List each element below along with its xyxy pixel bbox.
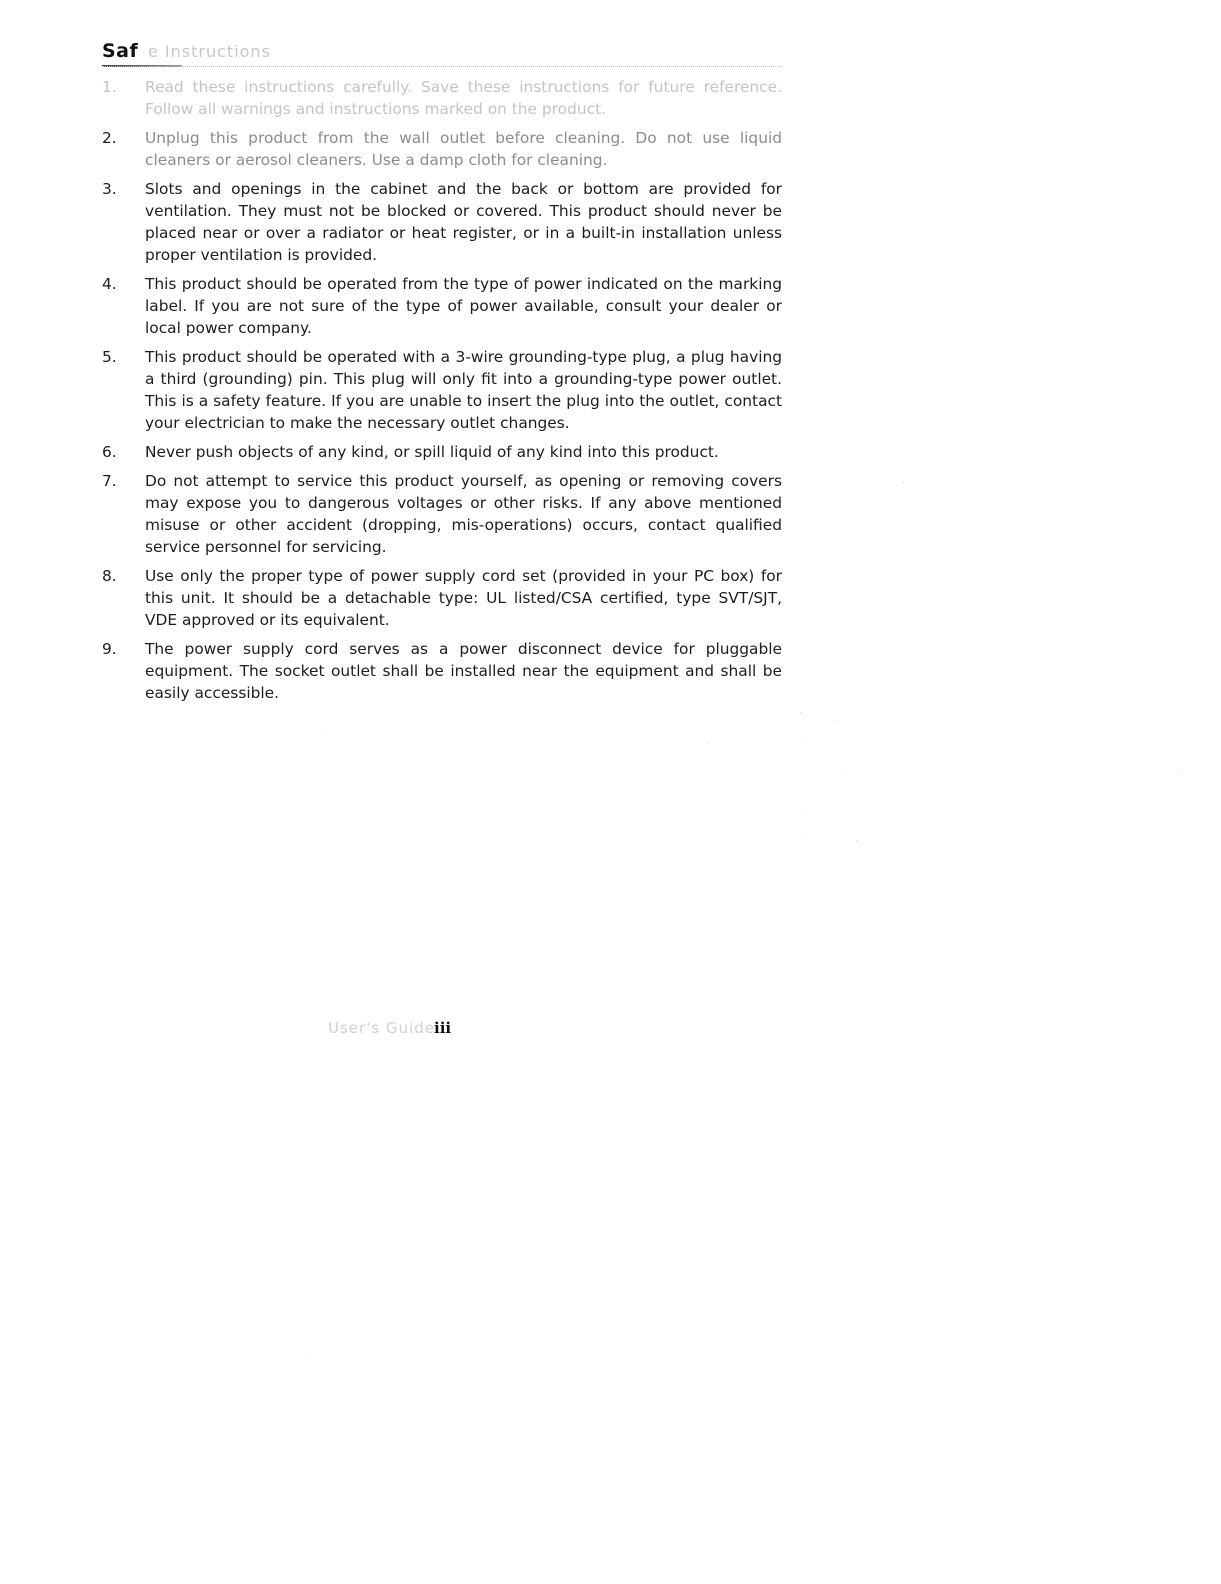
list-item	[102, 178, 782, 266]
scan-speck	[836, 720, 837, 721]
item-text: Read these instructions carefully. Save these instructions for future reference. Follow all warnings and instructions marked on the product.	[145, 78, 782, 118]
item-number: 9.	[102, 640, 117, 658]
item-number: 2.	[102, 129, 117, 147]
list-item	[102, 470, 782, 558]
list-item	[102, 565, 782, 631]
section-title: Saf	[102, 40, 139, 62]
list-item	[102, 273, 782, 339]
scan-speck	[306, 1354, 307, 1355]
item-text: Slots and openings in the cabinet and the back or bottom are provided for ventilation. They must not be blocked or covered. This product should never be placed near or over a radiator or heat register, or in a built-in installation unless proper ventilation is provided.	[145, 180, 782, 264]
section-title-faded: e Instructions	[148, 42, 271, 61]
item-text: Never push objects of any kind, or spill liquid of any kind into this product.	[145, 443, 719, 461]
page-footer	[328, 1019, 568, 1043]
item-text: This product should be operated from the type of power indicated on the marking label. If you are not sure of the type of power available, consult your dealer or local power company.	[145, 275, 782, 337]
safety-instructions-list	[102, 76, 782, 711]
scan-speck	[708, 742, 709, 743]
list-item	[102, 127, 782, 171]
page-number: iii	[434, 1019, 452, 1037]
item-number: 5.	[102, 348, 117, 366]
item-text: Do not attempt to service this product yourself, as opening or removing covers may expose you to dangerous voltages or other risks. If any above mentioned misuse or other accident (dropping, mis-operations) occurs, contact qualified service personnel for servicing.	[145, 472, 782, 556]
scan-speck	[800, 712, 801, 713]
scan-speck	[1178, 772, 1179, 773]
list-item	[102, 441, 782, 463]
item-number: 7.	[102, 472, 117, 490]
item-number: 8.	[102, 567, 117, 585]
item-text: Use only the proper type of power supply cord set (provided in your PC box) for this unit. It should be a detachable type: UL listed/CSA certified, type SVT/SJT, VDE approved or its equivalent.	[145, 567, 782, 629]
item-text: Unplug this product from the wall outlet before cleaning. Do not use liquid cleaners or aerosol cleaners. Use a damp cloth for cleaning.	[145, 129, 782, 169]
scan-speck	[842, 770, 843, 771]
item-number: 6.	[102, 443, 117, 461]
header-rule	[102, 66, 782, 67]
section-header	[102, 40, 782, 70]
scan-speck	[804, 812, 805, 813]
scan-speck	[903, 482, 904, 483]
item-text: This product should be operated with a 3-wire grounding-type plug, a plug having a third (grounding) pin. This plug will only fit into a grounding-type power outlet. This is a safety feature. If you are unable to insert the plug into the outlet, contact your electrician to make the necessary outlet changes.	[145, 348, 782, 432]
item-number: 4.	[102, 275, 117, 293]
scan-speck	[326, 730, 327, 731]
list-item	[102, 346, 782, 434]
scan-speck	[804, 834, 805, 835]
item-number: 3.	[102, 180, 117, 198]
list-item	[102, 638, 782, 704]
item-number: 1.	[102, 78, 117, 96]
list-item	[102, 76, 782, 120]
scan-speck	[804, 738, 805, 739]
footer-faded-text: User's Guide	[328, 1019, 435, 1037]
item-text: The power supply cord serves as a power disconnect device for pluggable equipment. The socket outlet shall be installed near the equipment and shall be easily accessible.	[145, 640, 782, 702]
scan-speck	[856, 840, 857, 841]
